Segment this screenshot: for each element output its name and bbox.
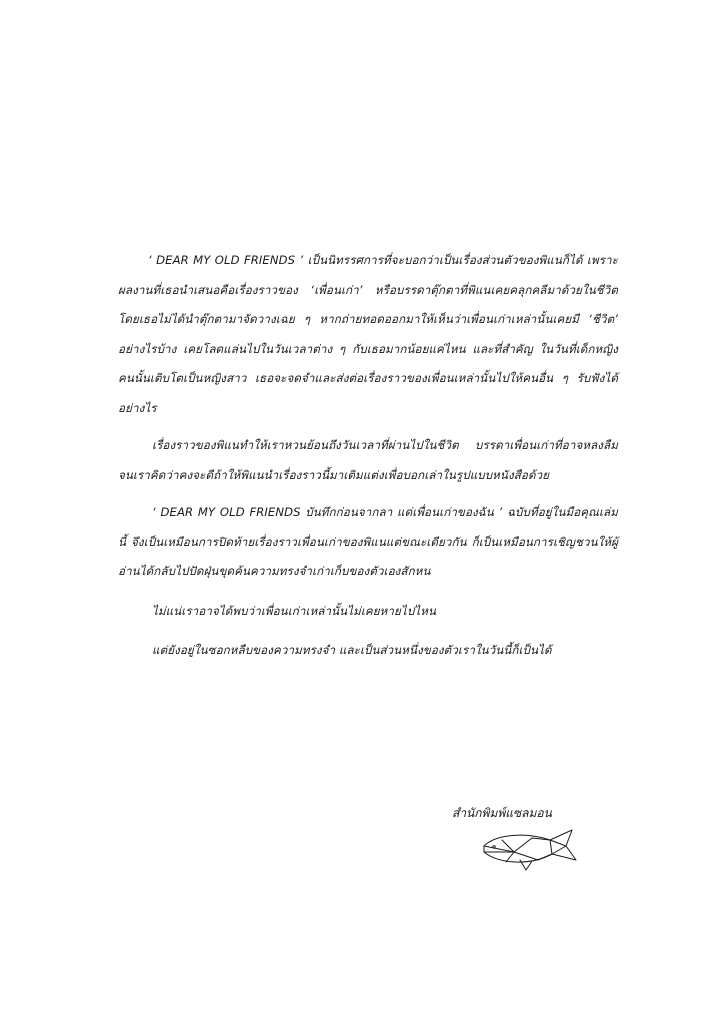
paragraph-book: ‘ DEAR MY OLD FRIENDS บันทึกก่อนจากลา แด่เพื่อนเก่าของฉัน ’ ฉบับที่อยู่ในมือคุณเล่มนี้ จึงเป็นเหมือนการปิดท้ายเรื่องราวเพื่อนเก่าของพิแนแต่ขณะเดียวกัน ก็เป็นเหมือนการเชิญชวนให้ผู้อ่านได้กลับไปปัดฝุ่นขุดค้นความทรงจำเก่าเก็บของตัวเองสักหน	[118, 505, 618, 578]
fish-logo-icon	[480, 826, 580, 874]
paragraph-closing: แต่ยังอยู่ในซอกหลืบของความทรงจำ และเป็นส่วนหนึ่งของตัวเราในวันนี้ก็เป็นได้	[152, 643, 552, 657]
paragraph-intro: ‘ DEAR MY OLD FRIENDS ’ เป็นนิทรรศการที่จะบอกว่าเป็นเรื่องส่วนตัวของพิแนก็ได้ เพราะผลงานที่เธอนำเสนอคือเรื่องราวของ ‘เพื่อนเก่า’ หรือบรรดาตุ๊กตาที่พิแนเคยคลุกคลีมาด้วยในชีวิต โดยเธอไม่ได้นำตุ๊กตามาจัดวางเฉย ๆ หากถ่ายทอดออกมาให้เห็นว่าเพื่อนเก่าเหล่านั้นเคยมี ‘ชีวิต’ อย่างไรบ้าง เคยโลดแล่นไปในวันเวลาต่าง ๆ กับเธอมากน้อยแค่ไหน และที่สำคัญ ในวันที่เด็กหญิงคนนั้นเติบโตเป็นหญิงสาว เธอจะจดจำและส่งต่อเรื่องราวของเพื่อนเหล่านั้นไปให้คนอื่น ๆ รับฟังได้อย่างไร	[118, 253, 618, 415]
paragraph-maybe: ไม่แน่เราอาจได้พบว่าเพื่อนเก่าเหล่านั้นไม่เคยหายไปไหน	[152, 603, 436, 618]
foreword-body	[118, 246, 618, 666]
publisher-name: สำนักพิมพ์แซลมอน	[452, 806, 552, 820]
paragraph-memories: เรื่องราวของพิแนทำให้เราหวนย้อนถึงวันเวลาที่ผ่านไปในชีวิต บรรดาเพื่อนเก่าที่อาจหลงลืม จนเราคิดว่าคงจะดีถ้าให้พิแนนำเรื่องราวนี้มาเติมแต่งเพื่อบอกเล่าในรูปแบบหนังสือด้วย	[118, 438, 618, 482]
signature-block	[452, 804, 612, 823]
